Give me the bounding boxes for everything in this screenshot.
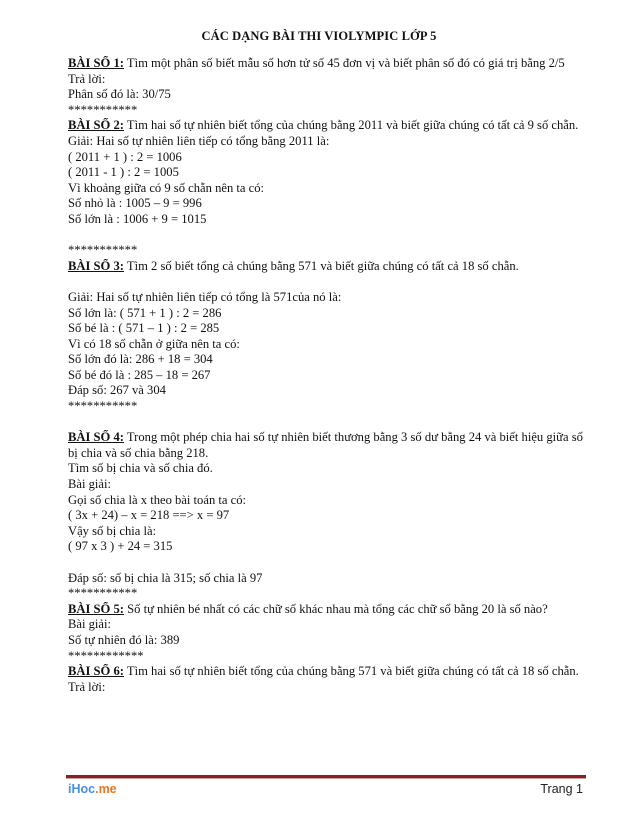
problem-3-line-2: Số lớn là: ( 571 + 1 ) : 2 = 286 — [68, 305, 222, 320]
separator: *********** — [68, 399, 138, 414]
problem-3-line-4: Vì có 18 số chẵn ở giữa nên ta có: — [68, 336, 240, 351]
problem-4-line-2: Bài giải: — [68, 477, 112, 492]
problem-4-question — [68, 430, 583, 461]
brand-suffix: .me — [95, 782, 117, 796]
page-number: Trang 1 — [540, 782, 583, 796]
problem-5-line-1: Bài giải: — [68, 617, 112, 632]
brand-logo — [68, 782, 117, 796]
problem-2-line-2: ( 2011 + 1 ) : 2 = 1006 — [68, 149, 182, 164]
problem-1-question — [68, 56, 583, 72]
problem-2-line-3: ( 2011 - 1 ) : 2 = 1005 — [68, 165, 179, 180]
blank-line — [68, 415, 583, 431]
problem-5-text: Số tự nhiên bé nhất có các chữ số khác nhau mà tổng các chữ số bằng 20 là số nào? — [123, 601, 548, 616]
problem-5-line-2: Số tự nhiên đó là: 389 — [68, 632, 180, 647]
page-footer — [68, 782, 583, 800]
footer-rule — [66, 775, 586, 779]
blank-line — [68, 555, 583, 571]
problem-2-line-5: Số nhỏ là : 1005 – 9 = 996 — [68, 196, 202, 211]
document-body — [68, 56, 583, 695]
problem-3-heading: BÀI SỐ 3: — [68, 258, 124, 273]
problem-1-text: Tìm một phân số biết mẫu số hơn tử số 45 đơn vị và biết phân số đó có giá trị bằng 2/5 — [123, 56, 565, 70]
problem-4-text: Trong một phép chia hai số tự nhiên biết thương bằng 3 số dư bằng 24 và biết hiệu giữa số bị chia và số chia bằng 218. — [68, 430, 583, 460]
blank-line — [68, 274, 583, 290]
problem-2-question — [68, 118, 583, 134]
problem-1-line-2: Phân số đó là: 30/75 — [68, 87, 171, 102]
problem-3-question — [68, 259, 583, 275]
problem-3-line-5: Số lớn đó là: 286 + 18 = 304 — [68, 352, 213, 367]
problem-6-heading: BÀI SỐ 6: — [68, 664, 124, 679]
brand-name: iHoc — [68, 782, 96, 796]
problem-3-line-1: Giải: Hai số tự nhiên liên tiếp có tổng là 571của nó là: — [68, 289, 342, 304]
problem-4-line-4: ( 3x + 24) – x = 218 ==> x = 97 — [68, 508, 230, 523]
problem-1-line-1: Trả lời: — [68, 71, 106, 86]
separator: *********** — [68, 102, 138, 117]
problem-2-line-6: Số lớn là : 1006 + 9 = 1015 — [68, 211, 207, 226]
problem-6-question — [68, 664, 583, 680]
problem-4-line-6: ( 97 x 3 ) + 24 = 315 — [68, 539, 173, 554]
problem-2-heading: BÀI SỐ 2: — [68, 118, 124, 133]
problem-4-line-3: Gọi số chia là x theo bài toán ta có: — [68, 492, 247, 507]
problem-2-text: Tìm hai số tự nhiên biết tổng của chúng bằng 2011 và biết giữa chúng có tất cả 9 số chẵn. — [123, 118, 579, 133]
separator: *********** — [68, 243, 138, 258]
separator: ************ — [68, 648, 144, 663]
problem-4-heading: BÀI SỐ 4: — [68, 430, 124, 445]
problem-3-line-6: Số bé đó là : 285 – 18 = 267 — [68, 367, 211, 382]
problem-6-line-1: Trả lời: — [68, 679, 106, 694]
problem-1-heading: BÀI SỐ 1: — [68, 56, 124, 70]
blank-line — [68, 228, 583, 244]
problem-2-line-1: Giải: Hai số tự nhiên liên tiếp có tổng bằng 2011 là: — [68, 133, 330, 148]
problem-2-line-4: Vì khoảng giữa có 9 số chẵn nên ta có: — [68, 180, 265, 195]
problem-3-text: Tìm 2 số biết tổng cả chúng bằng 571 và biết giữa chúng có tất cả 18 số chẵn. — [123, 258, 519, 273]
problem-4-answer: Đáp số: số bị chia là 315; số chia là 97 — [68, 570, 263, 585]
problem-3-line-3: Số bé là : ( 571 – 1 ) : 2 = 285 — [68, 321, 220, 336]
separator: *********** — [68, 586, 138, 601]
problem-5-question — [68, 602, 583, 618]
problem-6-text: Tìm hai số tự nhiên biết tổng của chúng bằng 571 và biết giữa chúng có tất cả 18 số chẵn. — [123, 664, 579, 679]
problem-3-line-7: Đáp số: 267 và 304 — [68, 383, 166, 398]
page-title: CÁC DẠNG BÀI THI VIOLYMPIC LỚP 5 — [201, 29, 437, 43]
problem-4-line-1: Tìm số bị chia và số chia đó. — [68, 461, 213, 476]
problem-4-line-5: Vậy số bị chia là: — [68, 523, 157, 538]
problem-5-heading: BÀI SỐ 5: — [68, 601, 124, 616]
